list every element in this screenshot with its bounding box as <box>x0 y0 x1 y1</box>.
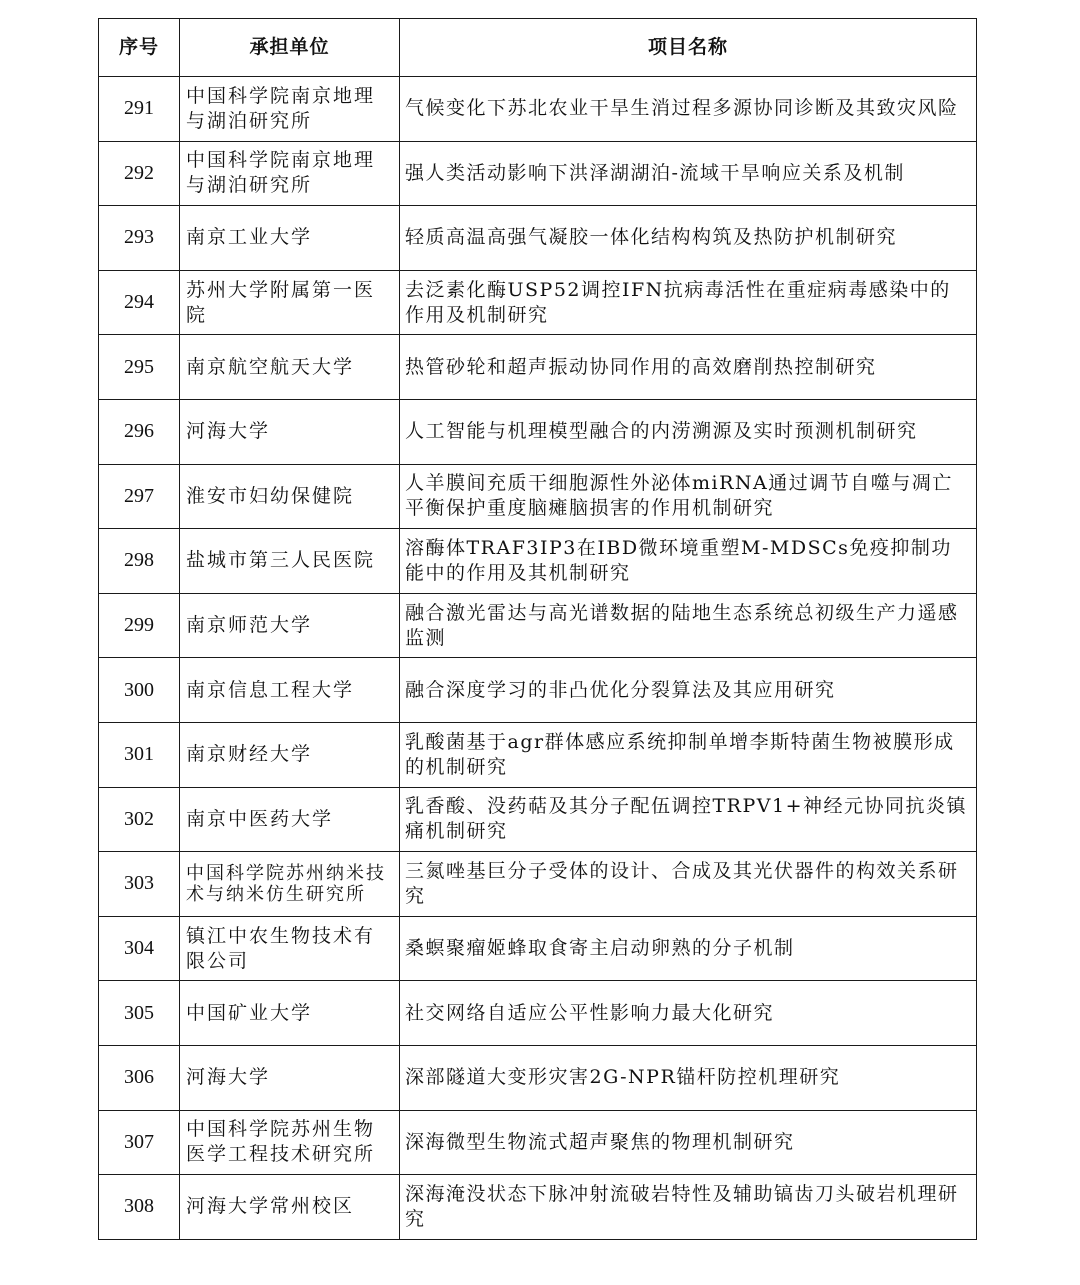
organization-cell: 南京信息工程大学 <box>180 658 400 723</box>
organization-cell: 河海大学 <box>180 1045 400 1110</box>
organization-cell: 河海大学常州校区 <box>180 1175 400 1240</box>
project-name-cell: 桑螟聚瘤姬蜂取食寄主启动卵熟的分子机制 <box>400 916 977 981</box>
project-name-cell: 热管砂轮和超声振动协同作用的高效磨削热控制研究 <box>400 335 977 400</box>
table-row <box>99 722 977 787</box>
table-row <box>99 852 977 917</box>
serial-number-cell: 300 <box>99 658 180 723</box>
project-name-cell: 轻质高温高强气凝胶一体化结构构筑及热防护机制研究 <box>400 206 977 271</box>
serial-number-cell: 307 <box>99 1110 180 1175</box>
table-row <box>99 1175 977 1240</box>
organization-cell: 中国科学院苏州生物医学工程技术研究所 <box>180 1110 400 1175</box>
project-name-cell: 溶酶体TRAF3IP3在IBD微环境重塑M-MDSCs免疫抑制功能中的作用及其机制研究 <box>400 529 977 594</box>
project-name-cell: 深部隧道大变形灾害2G-NPR锚杆防控机理研究 <box>400 1045 977 1110</box>
organization-cell: 盐城市第三人民医院 <box>180 529 400 594</box>
table-body <box>99 77 977 1240</box>
table-row <box>99 335 977 400</box>
project-name-cell: 去泛素化酶USP52调控IFN抗病毒活性在重症病毒感染中的作用及机制研究 <box>400 270 977 335</box>
organization-cell: 南京工业大学 <box>180 206 400 271</box>
serial-number-cell: 291 <box>99 77 180 142</box>
serial-number-cell: 306 <box>99 1045 180 1110</box>
project-name-cell: 融合深度学习的非凸优化分裂算法及其应用研究 <box>400 658 977 723</box>
table-row <box>99 787 977 852</box>
serial-number-cell: 299 <box>99 593 180 658</box>
organization-cell: 南京中医药大学 <box>180 787 400 852</box>
serial-number-cell: 301 <box>99 722 180 787</box>
table-row <box>99 399 977 464</box>
project-name-cell: 乳酸菌基于agr群体感应系统抑制单增李斯特菌生物被膜形成的机制研究 <box>400 722 977 787</box>
serial-number-cell: 302 <box>99 787 180 852</box>
project-name-cell: 人工智能与机理模型融合的内涝溯源及实时预测机制研究 <box>400 399 977 464</box>
organization-cell: 中国科学院南京地理与湖泊研究所 <box>180 77 400 142</box>
header-serial-number: 序号 <box>99 19 180 77</box>
table-row <box>99 1110 977 1175</box>
organization-cell: 中国科学院苏州纳米技术与纳米仿生研究所 <box>180 852 400 917</box>
project-name-cell: 三氮唑基巨分子受体的设计、合成及其光伏器件的构效关系研究 <box>400 852 977 917</box>
serial-number-cell: 294 <box>99 270 180 335</box>
organization-cell: 镇江中农生物技术有限公司 <box>180 916 400 981</box>
table-row <box>99 916 977 981</box>
table-row <box>99 206 977 271</box>
document-page <box>98 18 976 1240</box>
table-header <box>99 19 977 77</box>
project-name-cell: 乳香酸、没药萜及其分子配伍调控TRPV1+神经元协同抗炎镇痛机制研究 <box>400 787 977 852</box>
table-row <box>99 270 977 335</box>
project-name-cell: 人羊膜间充质干细胞源性外泌体miRNA通过调节自噬与凋亡平衡保护重度脑瘫脑损害的作用机制研究 <box>400 464 977 529</box>
serial-number-cell: 296 <box>99 399 180 464</box>
serial-number-cell: 295 <box>99 335 180 400</box>
table-row <box>99 658 977 723</box>
table-row <box>99 529 977 594</box>
serial-number-cell: 308 <box>99 1175 180 1240</box>
table-row <box>99 593 977 658</box>
organization-cell: 南京师范大学 <box>180 593 400 658</box>
project-table <box>98 18 977 1240</box>
project-name-cell: 深海微型生物流式超声聚焦的物理机制研究 <box>400 1110 977 1175</box>
table-row <box>99 981 977 1046</box>
serial-number-cell: 297 <box>99 464 180 529</box>
serial-number-cell: 292 <box>99 141 180 206</box>
serial-number-cell: 303 <box>99 852 180 917</box>
table-row <box>99 464 977 529</box>
serial-number-cell: 304 <box>99 916 180 981</box>
table-row <box>99 77 977 142</box>
serial-number-cell: 293 <box>99 206 180 271</box>
organization-cell: 中国矿业大学 <box>180 981 400 1046</box>
project-name-cell: 强人类活动影响下洪泽湖湖泊-流域干旱响应关系及机制 <box>400 141 977 206</box>
table-row <box>99 1045 977 1110</box>
header-project-name: 项目名称 <box>400 19 977 77</box>
project-name-cell: 融合激光雷达与高光谱数据的陆地生态系统总初级生产力遥感监测 <box>400 593 977 658</box>
table-row <box>99 141 977 206</box>
header-organization: 承担单位 <box>180 19 400 77</box>
organization-cell: 河海大学 <box>180 399 400 464</box>
project-name-cell: 气候变化下苏北农业干旱生消过程多源协同诊断及其致灾风险 <box>400 77 977 142</box>
organization-cell: 苏州大学附属第一医院 <box>180 270 400 335</box>
project-name-cell: 社交网络自适应公平性影响力最大化研究 <box>400 981 977 1046</box>
organization-cell: 南京航空航天大学 <box>180 335 400 400</box>
project-name-cell: 深海淹没状态下脉冲射流破岩特性及辅助镐齿刀头破岩机理研究 <box>400 1175 977 1240</box>
serial-number-cell: 298 <box>99 529 180 594</box>
organization-cell: 中国科学院南京地理与湖泊研究所 <box>180 141 400 206</box>
serial-number-cell: 305 <box>99 981 180 1046</box>
organization-cell: 淮安市妇幼保健院 <box>180 464 400 529</box>
organization-cell: 南京财经大学 <box>180 722 400 787</box>
header-row <box>99 19 977 77</box>
